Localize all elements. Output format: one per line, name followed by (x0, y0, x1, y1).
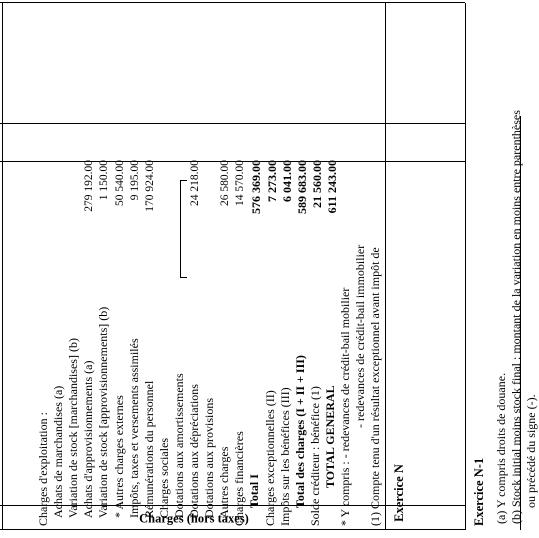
row-label: Charges financières (232, 431, 247, 526)
row-value: 21 560.00 (309, 160, 324, 208)
footnote-b-line2: ou précédé du signe (-). (524, 394, 538, 508)
row-label: - redevances de crédit-bail immobilier (353, 244, 368, 428)
row-subvalue: 14 570.00 (234, 160, 247, 206)
header-exercice-n: Exercice N (392, 464, 406, 522)
table-border-right (0, 2, 465, 3)
row-value: 611 243.00 (324, 160, 339, 214)
row-separator-footnote (0, 123, 465, 124)
row-label: Impôts, taxes et versements assimilés (126, 338, 141, 518)
row-label: (1) Compte tenu d'un résultat exceptionnel avant impôt de (368, 247, 383, 526)
row-label: TOTAL GENERAL (322, 385, 337, 488)
row-subvalue: 1 150.00 (98, 160, 111, 201)
footnote-b-line1: (b) Stock initial moins stock final : montant de la variation en moins entre parenthèses (509, 110, 523, 524)
row-label: Impôts sur les bénéfices (III) (277, 387, 292, 526)
column-separator-2 (465, 3, 466, 530)
row-label: Rémunérations du personnel (141, 380, 156, 518)
row-label: Autres charges (217, 446, 232, 518)
table-border-top (2, 3, 3, 530)
footnote-a: (a) Y compris droits de douane. (494, 372, 508, 524)
row-subvalue: 279 192.00 (83, 160, 96, 212)
row-value: 589 683.00 (294, 160, 309, 214)
row-label: Charges exceptionnelles (II) (262, 390, 277, 526)
row-subvalue: 170 924.00 (143, 160, 156, 212)
row-subvalue: 24 218.00 (189, 160, 201, 206)
row-label: Achats de marchandises (a) (51, 385, 66, 518)
bracket (180, 180, 187, 278)
row-label: Charges sociales (156, 437, 171, 518)
row-label: Variation de stock [marchandises] (b) (66, 338, 81, 518)
row-value: 7 273.00 (264, 160, 279, 202)
column-separator-1 (385, 3, 386, 530)
row-label: Dotations aux dépréciations (187, 384, 201, 518)
row-value: 6 041.00 (279, 160, 294, 202)
row-subvalue: 9 195.00 (128, 160, 141, 201)
row-value: 576 369.00 (249, 160, 264, 214)
row-separator-declaration (0, 161, 465, 162)
row-label: Charges d'exploitation : (36, 412, 50, 526)
row-label: Achats d'approvisionnements (a) (81, 360, 96, 518)
row-label: * Autres charges externes (111, 395, 126, 518)
row-label: Total I (247, 474, 262, 508)
row-label: Variation de stock [approvisionnements] (b) (96, 306, 111, 518)
row-subvalue: 50 540.00 (113, 160, 126, 206)
row-label: Total des charges (I + II + III) (292, 355, 307, 508)
header-charges: Charges (hors taxes) (139, 511, 249, 526)
row-label: * Y compris : - redevances de crédit-bail mobilier (338, 287, 352, 526)
row-label: Dotations aux amortissements (171, 373, 186, 518)
header-exercice-n1: Exercice N-1 (472, 457, 486, 526)
row-subvalue: 26 580.00 (219, 160, 232, 206)
row-label: Dotations aux provisions (202, 398, 217, 518)
row-label: Solde créditeur : bénéfice (1) (307, 386, 322, 526)
